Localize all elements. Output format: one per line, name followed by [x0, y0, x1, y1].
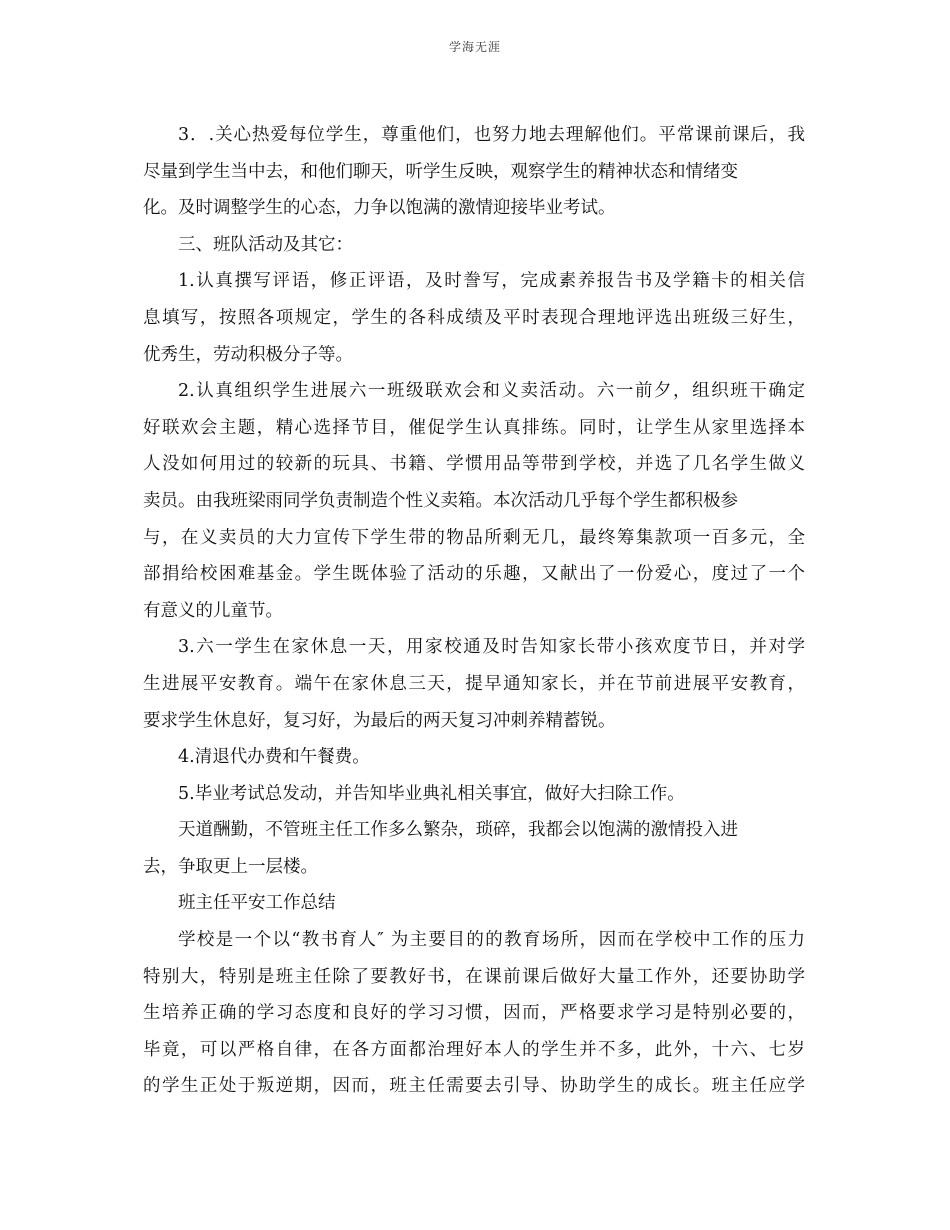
page-header: 学海无涯 [448, 40, 501, 54]
text-line: 班主任平安工作总结 [178, 893, 336, 914]
text-line: 学校是一个以“教书育人″ 为主要目的的教育场所，因而在学校中工作的压力 [178, 930, 805, 951]
text-line: 生进展平安教育。端午在家休息三天，提早通知家长，并在节前进展平安教育， [143, 673, 805, 694]
document-body [143, 117, 805, 1105]
text-line: 优秀生，劳动积极分子等。 [143, 344, 353, 365]
text-line: 5.毕业考试总发动，并告知毕业典礼相关事宜，做好大扫除工作。 [178, 783, 685, 804]
text-line: 天道酬勤，不管班主任工作多么繁杂，琐碎，我都会以饱满的激情投入进 [178, 820, 738, 841]
text-line: 4.清退代办费和午餐费。 [178, 747, 370, 768]
text-line: 3．.关心热爱每位学生，尊重他们，也努力地去理解他们。平常课前课后，我 [178, 125, 805, 145]
text-line: 去，争取更上一层楼。 [143, 856, 318, 877]
text-line: 化。及时调整学生的心态，力争以饱满的激情迎接毕业考试。 [143, 198, 616, 219]
text-line: 的学生正处于叛逆期，因而，班主任需要去引导、协助学生的成长。班主任应学 [143, 1076, 805, 1097]
text-line: 2.认真组织学生进展六一班级联欢会和义卖活动。六一前夕，组织班干确定 [178, 381, 805, 402]
text-line: 毕竟，可以严格自律，在各方面都治理好本人的学生并不多，此外，十六、七岁 [143, 1039, 805, 1060]
text-line: 好联欢会主题，精心选择节目，催促学生认真排练。同时，让学生从家里选择本 [143, 417, 805, 438]
text-line: 生培养正确的学习态度和良好的学习习惯，因而，严格要求学习是特别必要的， [143, 1003, 805, 1024]
text-line: 息填写，按照各项规定，学生的各科成绩及平时表现合理地评选出班级三好生， [143, 307, 805, 328]
text-line: 卖员。由我班梁雨同学负责制造个性义卖箱。本次活动几乎每个学生都积极参 [143, 490, 738, 511]
text-line: 要求学生休息好，复习好，为最后的两天复习冲刺养精蓄锐。 [143, 710, 616, 731]
text-line: 尽量到学生当中去，和他们聊天，听学生反映，观察学生的精神状态和情绪变 [143, 161, 738, 182]
text-line: 三、班队活动及其它： [178, 234, 353, 255]
text-line: 有意义的儿童节。 [143, 600, 283, 621]
text-line: 人没如何用过的较新的玩具、书籍、学惯用品等带到学校，并选了几名学生做义 [143, 454, 805, 475]
text-line: 部捐给校困难基金。学生既体验了活动的乐趣，又献出了一份爱心，度过了一个 [143, 564, 805, 585]
text-line: 特别大，特别是班主任除了要教好书，在课前课后做好大量工作外，还要协助学 [143, 966, 805, 987]
text-line: 3.六一学生在家休息一天，用家校通及时告知家长带小孩欢度节日，并对学 [178, 637, 805, 658]
text-line: 1.认真撰写评语，修正评语，及时誊写，完成素养报告书及学籍卡的相关信 [178, 271, 805, 292]
text-line: 与，在义卖员的大力宣传下学生带的物品所剩无几，最终筹集款项一百多元，全 [143, 527, 805, 548]
